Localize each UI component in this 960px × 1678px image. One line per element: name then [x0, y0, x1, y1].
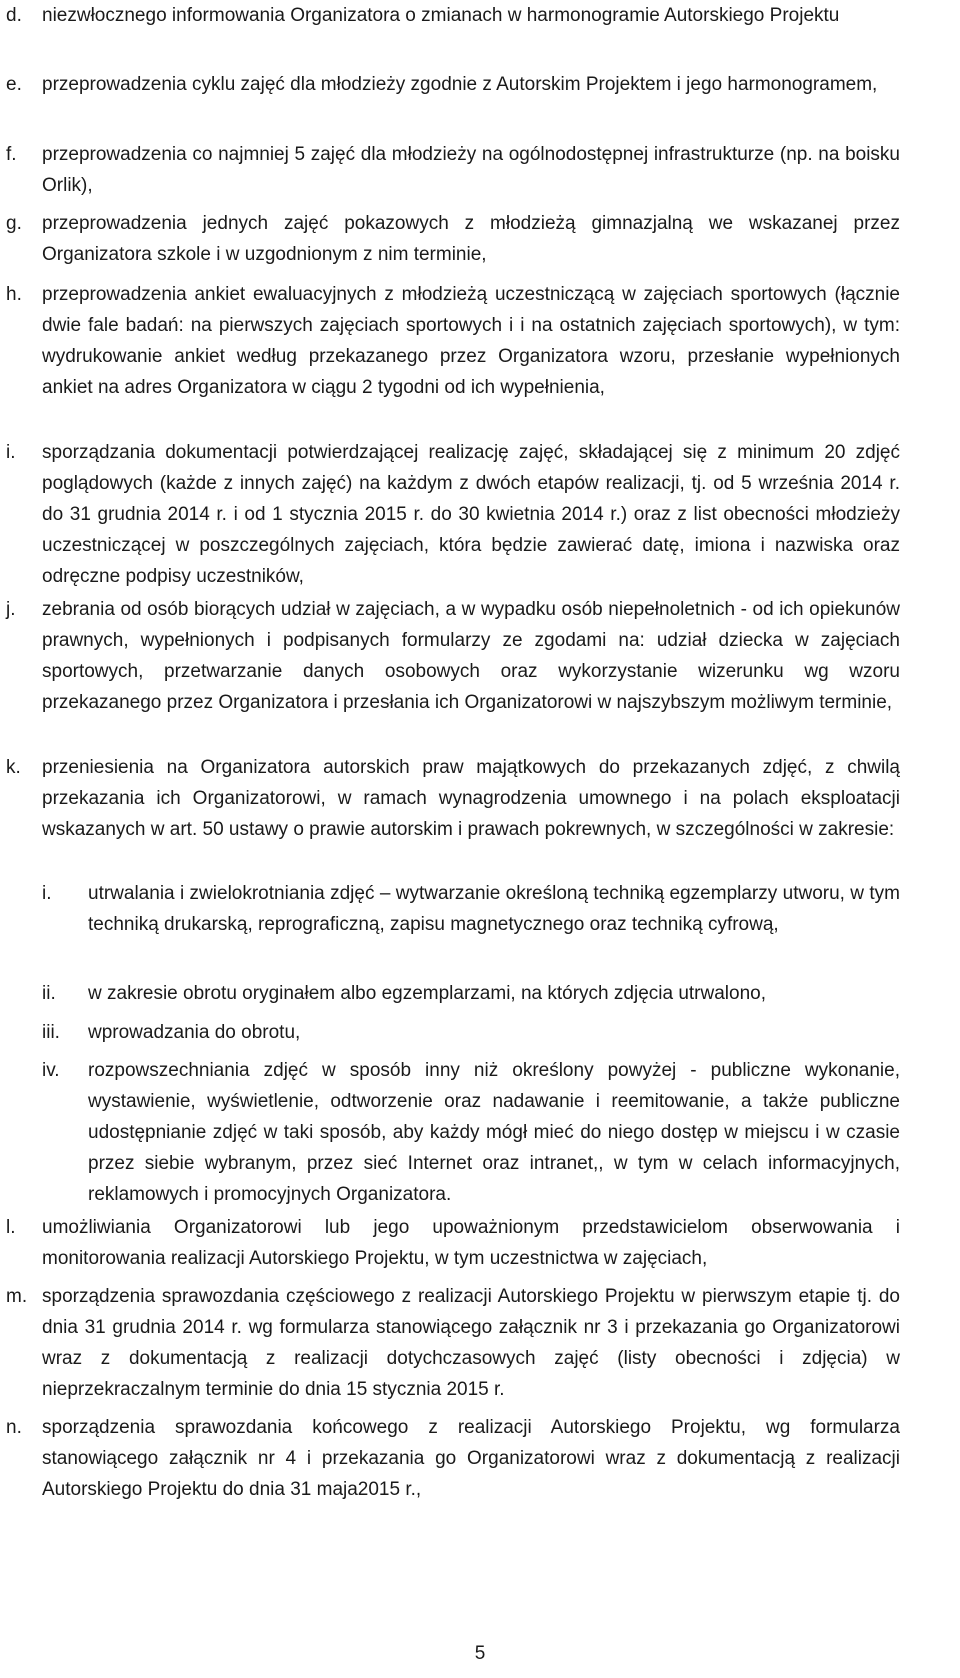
- sub-list-item-text: w zakresie obrotu oryginałem albo egzemplarzami, na których zdjęcia utrwalono,: [88, 983, 766, 1004]
- sub-list-marker: iv.: [42, 1060, 60, 1081]
- list-item-text: sporządzenia sprawozdania końcowego z realizacji Autorskiego Projektu, wg formularza stanowiącego załącznik nr 4 i przekazania go Organizatorowi wraz z dokumentacją z realizacji Autorskiego Projektu do dnia 31 maja2015 r.,: [42, 1417, 900, 1500]
- list-item-text: zebrania od osób biorących udział w zajęciach, a w wypadku osób niepełnoletnich - od ich opiekunów prawnych, wypełnionych i podpisanych formularzy ze zgodami na: udział dziecka w zajęciach sportowych, przetwarzanie danych osobowych oraz wykorzystanie wizerunku wg wzoru przekazanego przez Organizatora i przesłania ich Organizatorowi w najszybszym możliwym terminie,: [42, 599, 900, 713]
- list-marker: e.: [6, 74, 22, 95]
- list-marker: j.: [6, 599, 16, 620]
- list-marker: m.: [6, 1286, 28, 1307]
- sub-list-marker: ii.: [42, 983, 56, 1004]
- list-marker: i.: [6, 442, 16, 463]
- list-item-text: przeprowadzenia co najmniej 5 zajęć dla młodzieży na ogólnodostępnej infrastrukturze (np. na boisku Orlik),: [42, 144, 900, 196]
- sub-list-item-text: wprowadzania do obrotu,: [88, 1022, 301, 1043]
- list-marker: n.: [6, 1417, 22, 1438]
- list-item-text: sporządzenia sprawozdania częściowego z realizacji Autorskiego Projektu w pierwszym etapie tj. do dnia 31 grudnia 2014 r. wg formularza stanowiącego załącznik nr 3 i przekazania go Organizatorowi wraz z dokumentacją z realizacji dotychczasowych zajęć (listy obecności i zdjęcia) w nieprzekraczalnym terminie do dnia 15 stycznia 2015 r.: [42, 1286, 900, 1400]
- list-item-text: umożliwiania Organizatorowi lub jego upoważnionym przedstawicielom obserwowania i monitorowania realizacji Autorskiego Projektu, w tym uczestnictwa w zajęciach,: [42, 1217, 900, 1269]
- sub-list-item-text: rozpowszechniania zdjęć w sposób inny niż określony powyżej - publiczne wykonanie, wystawienie, wyświetlenie, odtworzenie oraz nadawanie i reemitowanie, a także publiczne udostępnianie zdjęć w taki sposób, aby każdy mógł mieć do niego dostęp w miejscu i w czasie przez siebie wybranym, przez sieć Internet oraz intranet,, w tym w celach informacyjnych, reklamowych i promocyjnych Organizatora.: [88, 1060, 900, 1205]
- list-item-text: przeniesienia na Organizatora autorskich praw majątkowych do przekazanych zdjęć, z chwilą przekazania ich Organizatorowi, w ramach wynagrodzenia umownego i na polach eksploatacji wskazanych w art. 50 ustawy o prawie autorskim i prawach pokrewnych, w szczególności w zakresie:: [42, 757, 900, 840]
- list-marker: f.: [6, 144, 17, 165]
- list-item-text: niezwłocznego informowania Organizatora o zmianach w harmonogramie Autorskiego Projektu: [42, 5, 840, 26]
- list-item-text: przeprowadzenia cyklu zajęć dla młodzieży zgodnie z Autorskim Projektem i jego harmonogramem,: [42, 74, 878, 95]
- list-item-text: przeprowadzenia ankiet ewaluacyjnych z młodzieżą uczestniczącą w zajęciach sportowych (łącznie dwie fale badań: na pierwszych zajęciach sportowych i i na ostatnich zajęciach sportowych), w tym: wydrukowanie ankiet według przekazanego przez Organizatora wzoru, przesłanie wypełnionych ankiet na adres Organizatora w ciągu 2 tygodni od ich wypełnienia,: [42, 284, 900, 398]
- list-marker: l.: [6, 1217, 16, 1238]
- sub-list-marker: i.: [42, 883, 52, 904]
- list-item-text: sporządzania dokumentacji potwierdzającej realizację zajęć, składającej się z minimum 20 zdjęć poglądowych (każde z innych zajęć) na każdym z dwóch etapów realizacji, tj. od 5 września 2014 r. do 31 grudnia 2014 r. i od 1 stycznia 2015 r. do 30 kwietnia 2014 r.) oraz z list obecności młodzieży uczestniczącej w poszczególnych zajęciach, która będzie zawierać datę, imiona i nazwiska oraz odręczne podpisy uczestników,: [42, 442, 900, 587]
- list-marker: d.: [6, 5, 22, 26]
- sub-list-marker: iii.: [42, 1022, 60, 1043]
- list-marker: g.: [6, 213, 22, 234]
- list-item-text: przeprowadzenia jednych zajęć pokazowych z młodzieżą gimnazjalną we wskazanej przez Organizatora szkole i w uzgodnionym z nim terminie,: [42, 213, 900, 265]
- sub-list-item-text: utrwalania i zwielokrotniania zdjęć – wytwarzanie określoną techniką egzemplarzy utworu, w tym techniką drukarską, reprograficzną, zapisu magnetycznego oraz techniką cyfrową,: [88, 883, 900, 935]
- page-number: 5: [474, 1643, 486, 1664]
- list-marker: k.: [6, 757, 21, 778]
- list-marker: h.: [6, 284, 22, 305]
